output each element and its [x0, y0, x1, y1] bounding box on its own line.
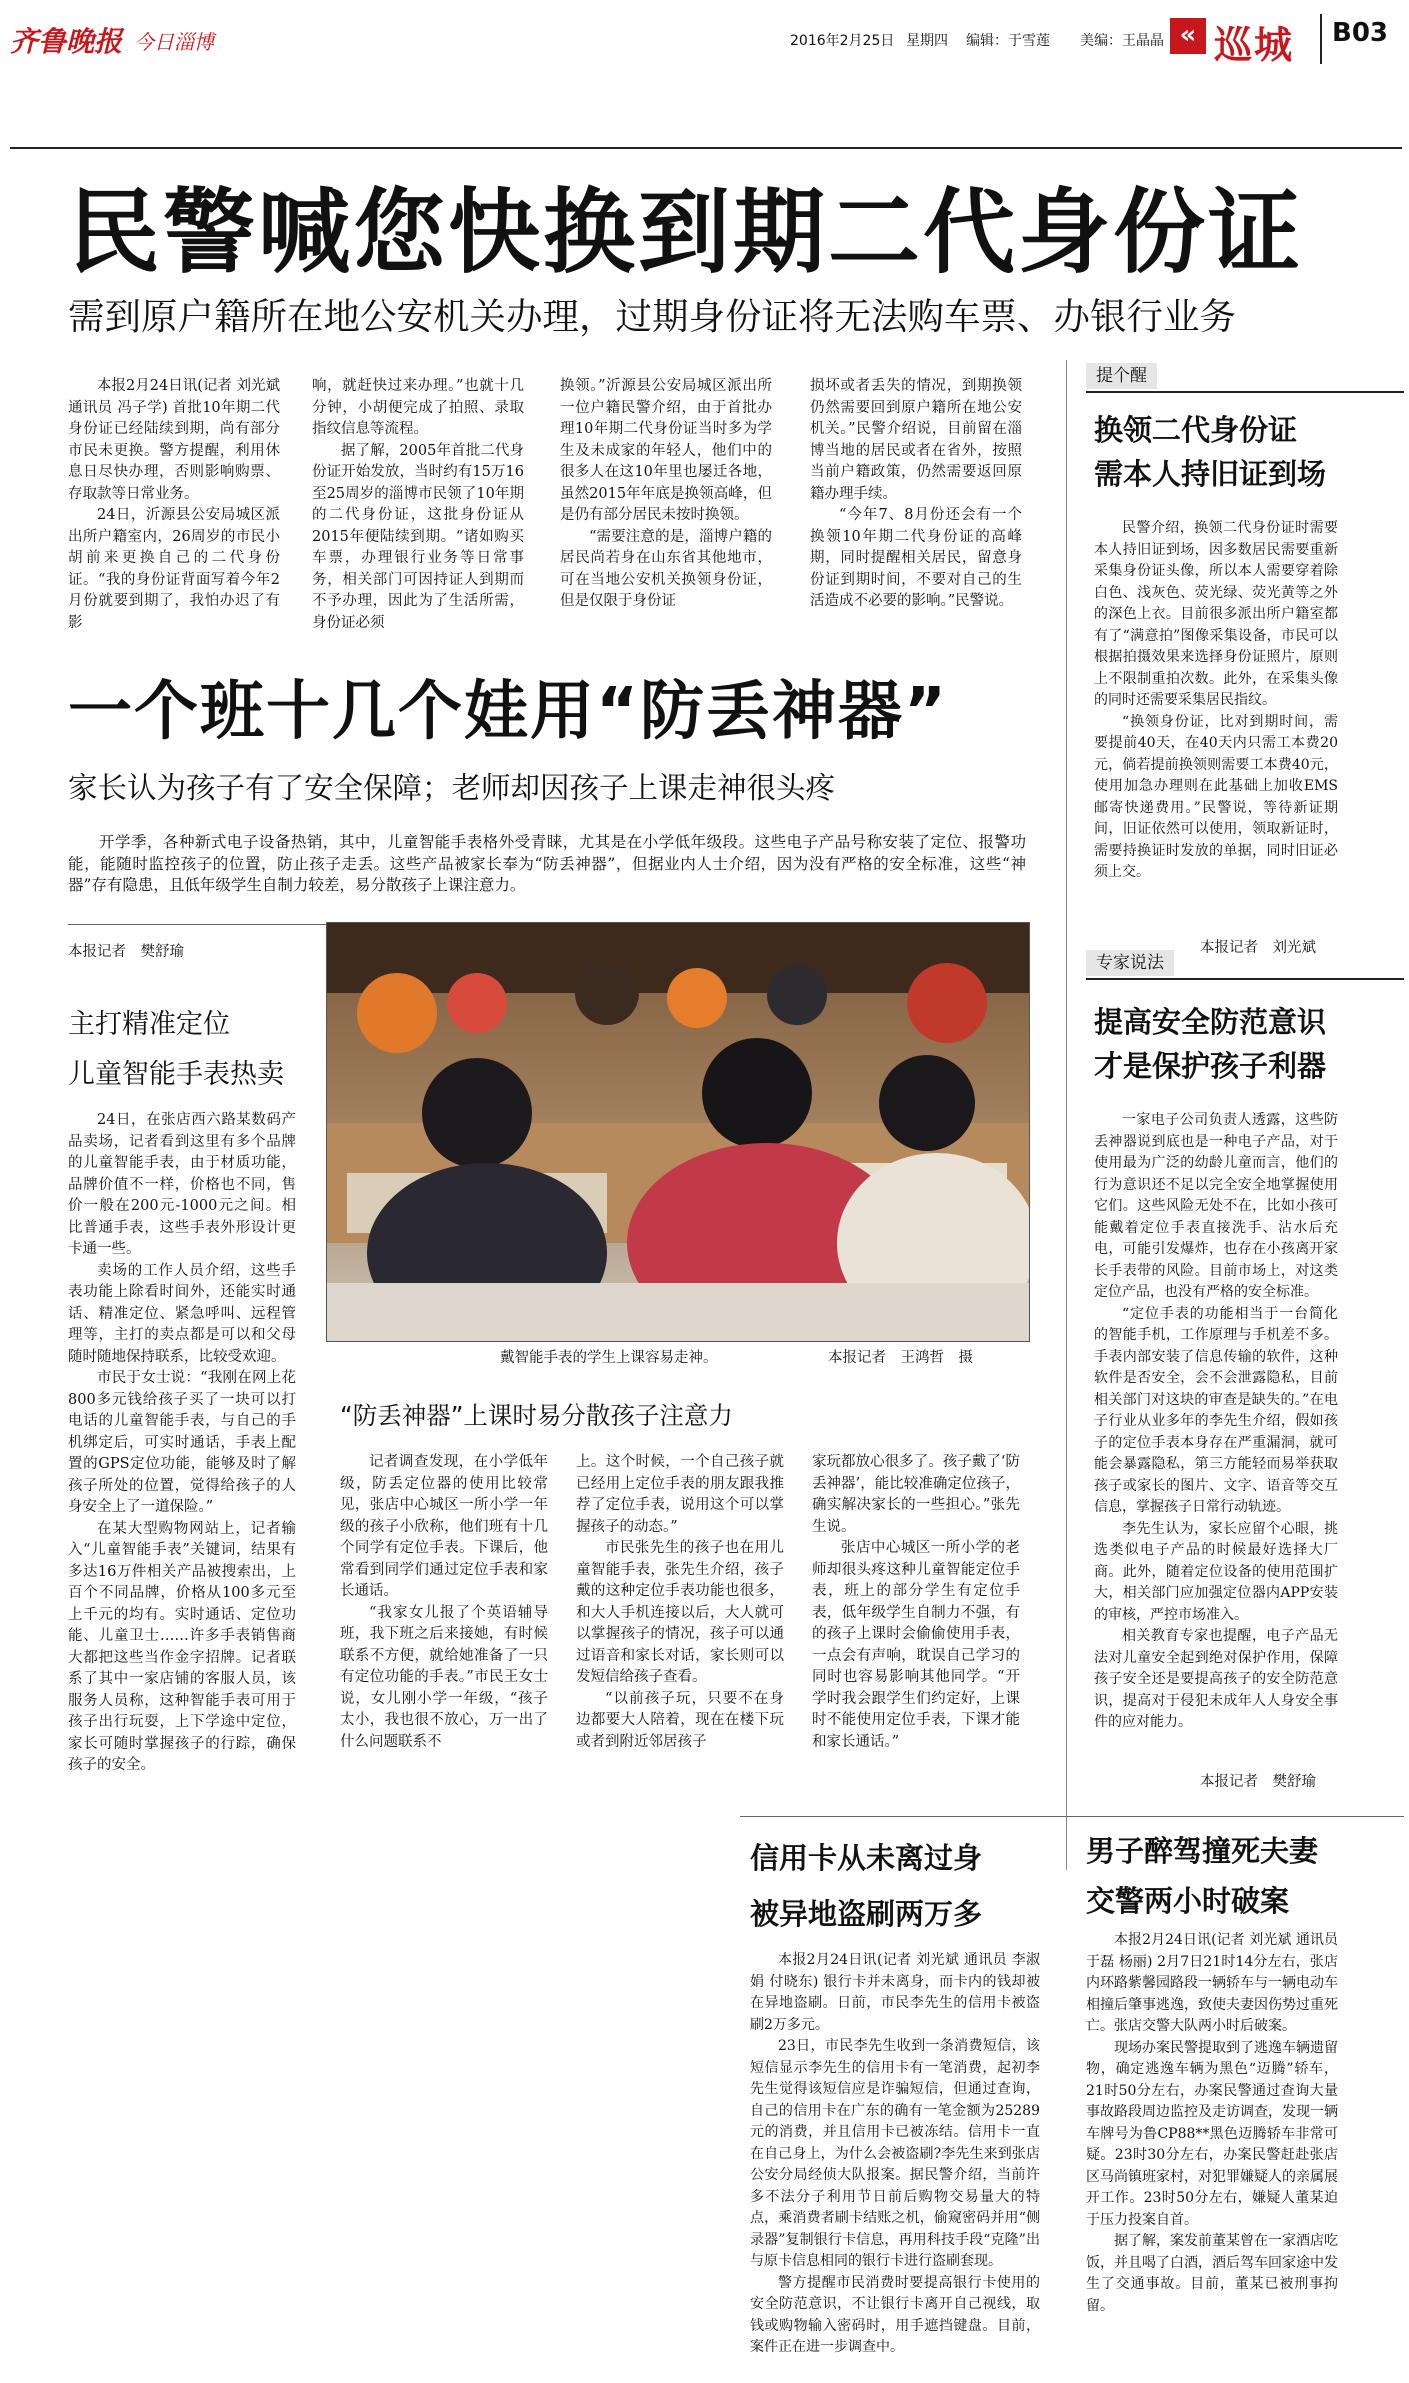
- article3-body: [750, 1950, 1040, 2376]
- editor-credit: 编辑：于雪莲: [966, 33, 1050, 49]
- sidebar2-title-line1: 提高安全防范意识: [1094, 1005, 1327, 1039]
- sidebar2-body: [1094, 1110, 1338, 1760]
- paragraph: 响，就赶快过来办理。”也就十几分钟，小胡便完成了拍照、录取指纹信息等流程。: [312, 378, 524, 437]
- sidebar1-title: [1094, 408, 1404, 496]
- sidebar1-title-line2: 需本人持旧证到场: [1094, 457, 1327, 491]
- sidebar2-tag: [1086, 950, 1404, 980]
- edition-name: 今日淄博: [134, 30, 214, 54]
- paragraph: 本报2月24日讯(记者 刘光斌 通讯员 于磊 杨丽) 2月7日21时14分左右，张店内环路紫馨园路段一辆轿车与一辆电动车相撞后肇事逃逸，致使夫妻因伤势过重死亡。张店交警大队两小时后破案。: [1086, 1932, 1338, 2034]
- paragraph: 本报2月24日讯(记者 刘光斌 通讯员 冯子学) 首批10年期二代身份证已经陆续到期，尚有部分市民未更换。警方提醒，利用休息日尽快办理，否则影响购票、存取款等日常业务。: [68, 378, 280, 502]
- article1-col3: [560, 376, 772, 646]
- paragraph: 开学季，各种新式电子设备热销，其中，儿童智能手表格外受青睐，尤其是在小学低年级段。这些电子产品号称安装了定位、报警功能，能随时监控孩子的位置，防止孩子走丢。这些产品被家长奉为“防丢神器”，但据业内人士介绍，因为没有严格的安全标准，这些“神器”存有隐患，且低年级学生自制力较差，易分散孩子上课注意力。: [68, 833, 1026, 894]
- paragraph: 换领。”沂源县公安局城区派出所一位户籍民警介绍，由于首批办理10年期二代身份证当时多为学生及未成家的年轻人，他们中的很多人在这10年里也屡迁各地，虽然2015年年底是换领高峰，但是仍有部分居民未按时换领。: [560, 378, 772, 523]
- section-name: 巡城: [1214, 23, 1295, 67]
- article1-subhead: 需到原户籍所在地公安机关办理，过期身份证将无法购车票、办银行业务: [68, 295, 1236, 338]
- paragraph: “以前孩子玩，只要不在身边都要大人陪着，现在在楼下玩或者到附近邻居孩子: [576, 1690, 784, 1750]
- sidebar1-tag-label: 提个醒: [1086, 363, 1157, 389]
- article3-title: [750, 1830, 1050, 1942]
- sidebar1-tag: [1086, 363, 1404, 393]
- issue-date: 2016年2月25日: [790, 33, 895, 49]
- paragraph: 现场办案民警提取到了逃逸车辆遗留物，确定逃逸车辆为黑色“迈腾”轿车，21时50分左右，办案民警通过查询大量事故路段周边监控及走访调查，发现一辆车牌号为鲁CP88**黑色迈腾轿车非常可疑。23时30分左右，办案民警赶赴张店区马尚镇班家村，对犯罪嫌疑人的亲属展开工作。23时50分左右，嫌疑人董某迫于压力投案自首。: [1086, 2039, 1338, 2228]
- lower-divider: [740, 1816, 1404, 1817]
- sec1-title-line1: 主打精准定位: [68, 1009, 230, 1040]
- paragraph: 本报2月24日讯(记者 刘光斌 通讯员 李淑娟 付晓东) 银行卡并未离身，而卡内的钱却被在异地盗刷。日前，市民李先生的信用卡被盗刷2万多元。: [750, 1952, 1040, 2033]
- paragraph: 张店中心城区一所小学的老师却很头疼这种儿童智能定位手表，班上的部分学生有定位手表，低年级学生自制力不强，有的孩子上课时会偷偷使用手表，一点会有声响，耽误自己学习的同时也容易影响其他同学。“开学时我会跟学生们约定好，上课时不能使用定位手表，下课才能和家长通话。”: [812, 1540, 1020, 1750]
- designer-credit: 美编：王晶晶: [1080, 33, 1164, 49]
- paragraph: 损坏或者丢失的情况，到期换领仍然需要回到原户籍所在地公安机关。”民警介绍说，目前留在淄博当地的居民或者在省外，按照当前户籍政策，仍然需要返回原籍办理手续。: [810, 378, 1022, 502]
- article2-subhead: 家长认为孩子有了安全保障；老师却因孩子上课走神很头疼: [68, 771, 836, 805]
- paragraph: 据了解，2005年首批二代身份证开始发放，当时约有15万16至25周岁的淄博市民领了10年期的二代身份证，这批身份证从2015年便陆续到期。“诸如购买车票，办理银行业务等日常事务，相关部门可因持证人到期而不予办理，因此为了生活所需，身份证必须: [312, 442, 524, 631]
- paragraph: 市民于女士说：“我刚在网上花800多元钱给孩子买了一块可以打电话的儿童智能手表，与自己的手机绑定后，可实时通话，手表上配置的GPS定位功能，能够及时了解孩子所处的位置，觉得给孩子的人身安全上了一道保险。”: [68, 1370, 296, 1515]
- paragraph: “需要注意的是，淄博户籍的居民尚若身在山东省其他地市，可在当地公安机关换领身份证，但是仅限于身份证: [560, 528, 772, 609]
- article2-sec2-title: “防丢神器”上课时易分散孩子注意力: [340, 1401, 733, 1430]
- article4-title: [1086, 1826, 1404, 1926]
- sidebar1-body: [1094, 518, 1338, 918]
- paragraph: 23日，市民李先生收到一条消费短信，该短信显示李先生的信用卡有一笔消费，起初李先生觉得该短信应是诈骗短信，但通过查询，自己的信用卡在广东的确有一笔金额为25289元的消费，并且信用卡已被冻结。信用卡一直在自己身上，为什么会被盗刷?李先生来到张店公安分局经侦大队报案。据民警介绍，当前许多不法分子利用节日前后购物交易量大的特点，乘消费者刷卡结账之机，偷窥密码并用“侧录器”复制银行卡信息，再用科技手段“克隆”出与原卡信息相同的银行卡进行盗刷套现。: [750, 2038, 1040, 2269]
- sidebar2-tag-label: 专家说法: [1086, 950, 1174, 976]
- article2-sec1-title: [68, 1000, 284, 1100]
- photo-credit: 本报记者 王鸿哲 摄: [828, 1350, 973, 1366]
- sidebar2-byline: 本报记者 樊舒瑜: [1200, 1774, 1316, 1790]
- classroom-photo-image: [327, 923, 1029, 1341]
- issue-weekday: 星期四: [906, 33, 948, 49]
- paragraph: 在某大型购物网站上，记者输入“儿童智能手表”关键词，结果有多达16万件相关产品被搜索出，上百个不同品牌，价格从100多元至上千元的均有。实时通话、定位功能、儿童卫士……许多手表销售商大都把这些当作金字招牌。记者联系了其中一家店铺的客服人员，该服务人员称，这种智能手表可用于孩子出行玩耍，上下学途中定位，家长可随时掌握孩子的行踪，确保孩子的安全。: [68, 1520, 296, 1773]
- sidebar2-title: [1094, 1000, 1404, 1088]
- article1-col2: [312, 376, 524, 646]
- masthead-rule: [10, 147, 1402, 149]
- article2-lead: [68, 832, 1026, 916]
- paragraph: 家玩都放心很多了。孩子戴了‘防丢神器’，能比较准确定位孩子，确实解决家长的一些担心。”张先生说。: [812, 1454, 1020, 1535]
- paragraph: 民警介绍，换领二代身份证时需要本人持旧证到场，因多数居民需要重新采集身份证头像，所以本人需要穿着除白色、浅灰色、荧光绿、荧光黄等之外的深色上衣。目前很多派出所户籍室都有了“满意拍”图像采集设备，市民可以根据拍摄效果来选择身份证照片，原则上不限制重拍次数。此外，在采集头像的同时还需要采集居民指纹。: [1094, 520, 1338, 708]
- column-separator: [1066, 360, 1067, 1870]
- sidebar1-byline: 本报记者 刘光斌: [1200, 940, 1316, 956]
- sec1-title-line2: 儿童智能手表热卖: [68, 1059, 284, 1090]
- article3-title-line1: 信用卡从未离过身: [750, 1841, 983, 1875]
- article2-mid-col2: [576, 1452, 784, 1810]
- page-number: B03: [1332, 18, 1388, 48]
- paragraph: 市民张先生的孩子也在用儿童智能手表，张先生介绍，孩子戴的这种定位手表功能也很多，和大人手机连接以后，大人就可以掌握孩子的情况，孩子可以通过语音和家长对话，家长则可以发短信给孩子查看。: [576, 1540, 784, 1685]
- section-badge-icon: «: [1170, 18, 1206, 54]
- paragraph: “今年7、8月份还会有一个换领10年期二代身份证的高峰期，同时提醒相关居民，留意身份证到期时间，不要对自己的生活造成不必要的影响。”民警说。: [810, 507, 1022, 609]
- paragraph: “换领身份证，比对到期时间，需要提前40天，在40天内只需工本费20元，倘若提前换领则需要工本费40元，使用加急办理则在此基础上加收EMS邮寄快递费用。”民警说，等待新证期间，旧证依然可以使用，领取新证时，需要持换证时发放的单据，同时旧证必须上交。: [1094, 713, 1338, 880]
- article4-body: [1086, 1930, 1338, 2376]
- paragraph: 24日，在张店西六路某数码产品卖场，记者看到这里有多个品牌的儿童智能手表，由于材质功能，品牌价值不一样，价格也不同，售价一般在200元-1000元之间。相比普通手表，这些手表外形设计更卡通一些。: [68, 1112, 296, 1257]
- article1-col1: [68, 376, 280, 646]
- article4-title-line1: 男子醉驾撞死夫妻: [1086, 1834, 1319, 1868]
- paragraph: 卖场的工作人员介绍，这些手表功能上除看时间外，还能实时通话、精准定位、紧急呼叫、远程管理等，主打的卖点都是可以和父母随时随地保持联系，比较受欢迎。: [68, 1262, 296, 1365]
- article4-title-line2: 交警两小时破案: [1086, 1884, 1290, 1918]
- photo-caption: 戴智能手表的学生上课容易走神。: [500, 1350, 718, 1366]
- paragraph: 记者调查发现，在小学低年级，防丢定位器的使用比较常见，张店中心城区一所小学一年级的孩子小欣称，他们班有十几个同学有定位手表。下课后，他常看到同学们通过定位手表和家长通话。: [340, 1454, 548, 1599]
- paragraph: “我家女儿报了个英语辅导班，我下班之后来接她，有时候联系不方便，就给她准备了一只有定位功能的手表。”市民王女士说，女儿刚小学一年级，“孩子太小，我也很不放心，万一出了什么问题联系不: [340, 1604, 548, 1750]
- paragraph: “定位手表的功能相当于一台简化的智能手机，工作原理与手机差不多。手表内部安装了信息传输的软件，这种软件是否安全，会不会泄露隐私，目前相关部门对这块的审查是缺失的。”在电子行业从业多年的李先生介绍，假如孩子的定位手表本身存在严重漏洞，就可能会暴露隐私，第三方能轻而易举获取孩子或家长的图片、文字、语音等交互信息，掌握孩子日常行动轨迹。: [1094, 1305, 1338, 1515]
- masthead: [0, 0, 1409, 80]
- paragraph: 据了解，案发前董某曾在一家酒店吃饭，并且喝了白酒，酒后驾车回家途中发生了交通事故。目前，董某已被刑事拘留。: [1086, 2233, 1338, 2314]
- paragraph: 24日，沂源县公安局城区派出所户籍室内，26周岁的市民小胡前来更换自己的二代身份证。“我的身份证背面写着今年2月份就要到期了，我怕办迟了有影: [68, 507, 280, 631]
- article2-headline: 一个班十几个娃用“防丢神器”: [68, 675, 949, 749]
- sidebar1-title-line1: 换领二代身份证: [1094, 413, 1298, 447]
- paragraph: 相关教育专家也提醒，电子产品无法对儿童安全起到绝对保护作用，保障孩子安全还是要提高孩子的安全防范意识，提高对于侵犯未成年人人身安全事件的应对能力。: [1094, 1628, 1338, 1730]
- paragraph: 李先生认为，家长应留个心眼，挑选类似电子产品的时候最好选择大厂商。此外，随着定位设备的使用范围扩大，相关部门应加强定位器内APP安装的审核，严控市场准入。: [1094, 1520, 1338, 1623]
- classroom-photo: [326, 922, 1030, 1342]
- article1-col4: [810, 376, 1022, 646]
- paragraph: 一家电子公司负责人透露，这些防丢神器说到底也是一种电子产品，对于使用最为广泛的幼龄儿童而言，他们的行为意识还不足以完全安全地掌握使用它们。这些风险无处不在，比如小孩可能戴着定位手表直接洗手、沾水后充电，可能引发爆炸，也存在小孩离开家长手表带的风险。目前市场上，对这类定位产品，也没有严格的安全标准。: [1094, 1112, 1338, 1300]
- article1-headline: 民警喊您快换到期二代身份证: [68, 179, 1304, 286]
- paragraph: 警方提醒市民消费时要提高银行卡使用的安全防范意识，不让银行卡离开自己视线，取钱或购物输入密码时，用手遮挡键盘。目前，案件正在进一步调查中。: [750, 2274, 1040, 2355]
- article2-byline: 本报记者 樊舒瑜: [68, 944, 184, 960]
- article3-title-line2: 被异地盗刷两万多: [750, 1897, 983, 1931]
- sidebar2-title-line2: 才是保护孩子利器: [1094, 1049, 1327, 1083]
- masthead-divider: [1320, 14, 1322, 64]
- article2-mid-col3: [812, 1452, 1020, 1810]
- newspaper-logo: 齐鲁晚报: [10, 25, 123, 58]
- paragraph: 上。这个时候，一个自己孩子就已经用上定位手表的朋友跟我推荐了定位手表，说用这个可以掌握孩子的动态。”: [576, 1454, 784, 1535]
- article2-mid-col1: [340, 1452, 548, 1810]
- article2-left-col: [68, 1110, 296, 1820]
